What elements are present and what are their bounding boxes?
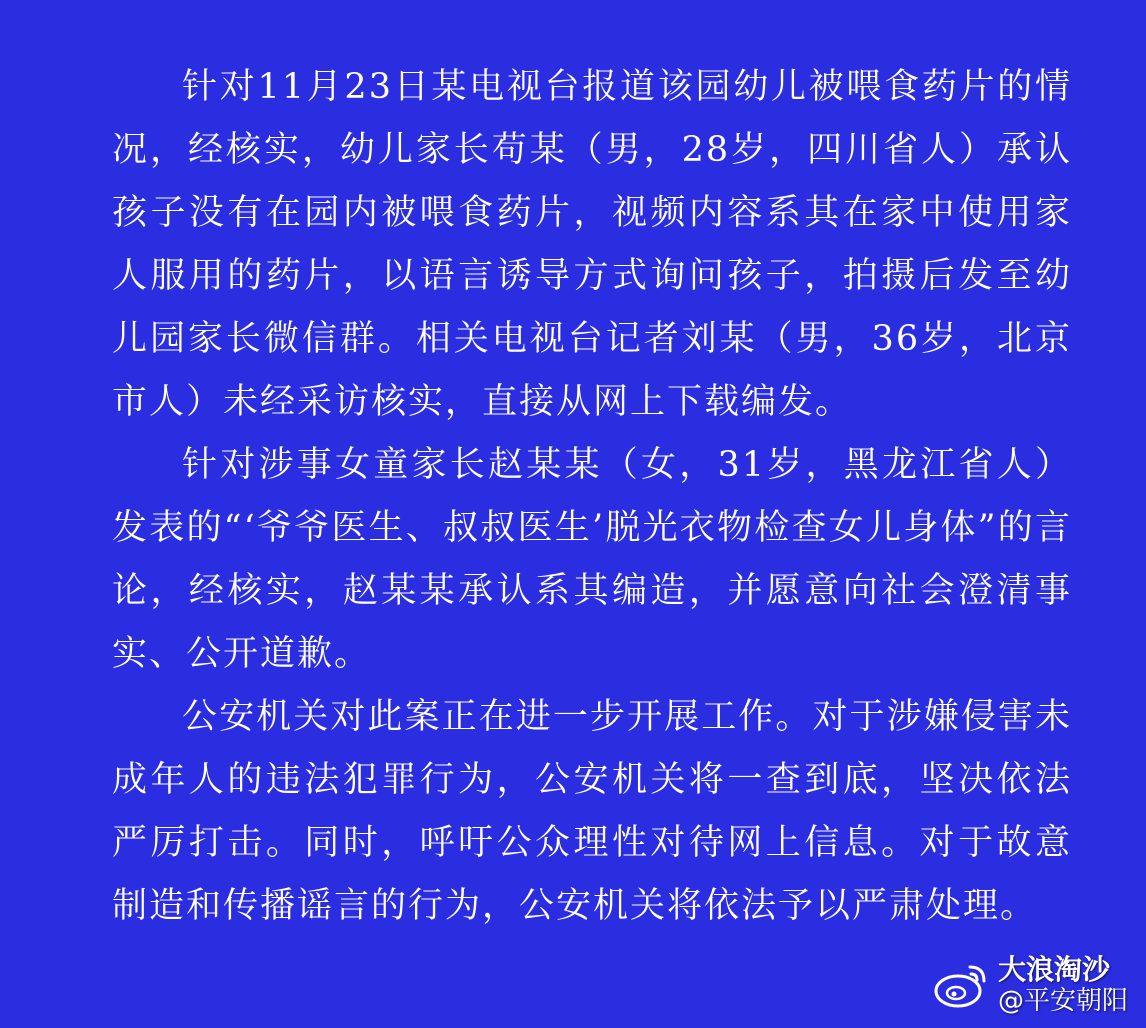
paragraph-3: 公安机关对此案正在进一步开展工作。对于涉嫌侵害未成年人的违法犯罪行为，公安机关将一查到底，坚决依法严厉打击。同时，呼吁公众理性对待网上信息。对于故意制造和传播谣言的行为，公安机关将依法予以严肃处理。 [112, 697, 1072, 926]
paragraph-2: 针对涉事女童家长赵某某（女，31岁，黑龙江省人）发表的“‘爷爷医生、叔叔医生’脱光衣物检查女儿身体”的言论，经核实，赵某某承认系其编造，并愿意向社会澄清事实、公开道歉。 [112, 445, 1072, 674]
weibo-watermark [932, 953, 1128, 1016]
watermark-handle: @平安朝阳 [997, 986, 1128, 1016]
weibo-icon [932, 959, 990, 1011]
paragraph-1: 针对11月23日某电视台报道该园幼儿被喂食药片的情况，经核实，幼儿家长苟某（男，28岁，四川省人）承认孩子没有在园内被喂食药片，视频内容系其在家中使用家人服用的药片，以语言诱导方式询问孩子，拍摄后发至幼儿园家长微信群。相关电视台记者刘某（男，36岁，北京市人）未经采访核实，直接从网上下载编发。 [112, 67, 1072, 422]
notice-document [112, 56, 1072, 938]
watermark-account: 大浪淘沙 [997, 953, 1110, 986]
